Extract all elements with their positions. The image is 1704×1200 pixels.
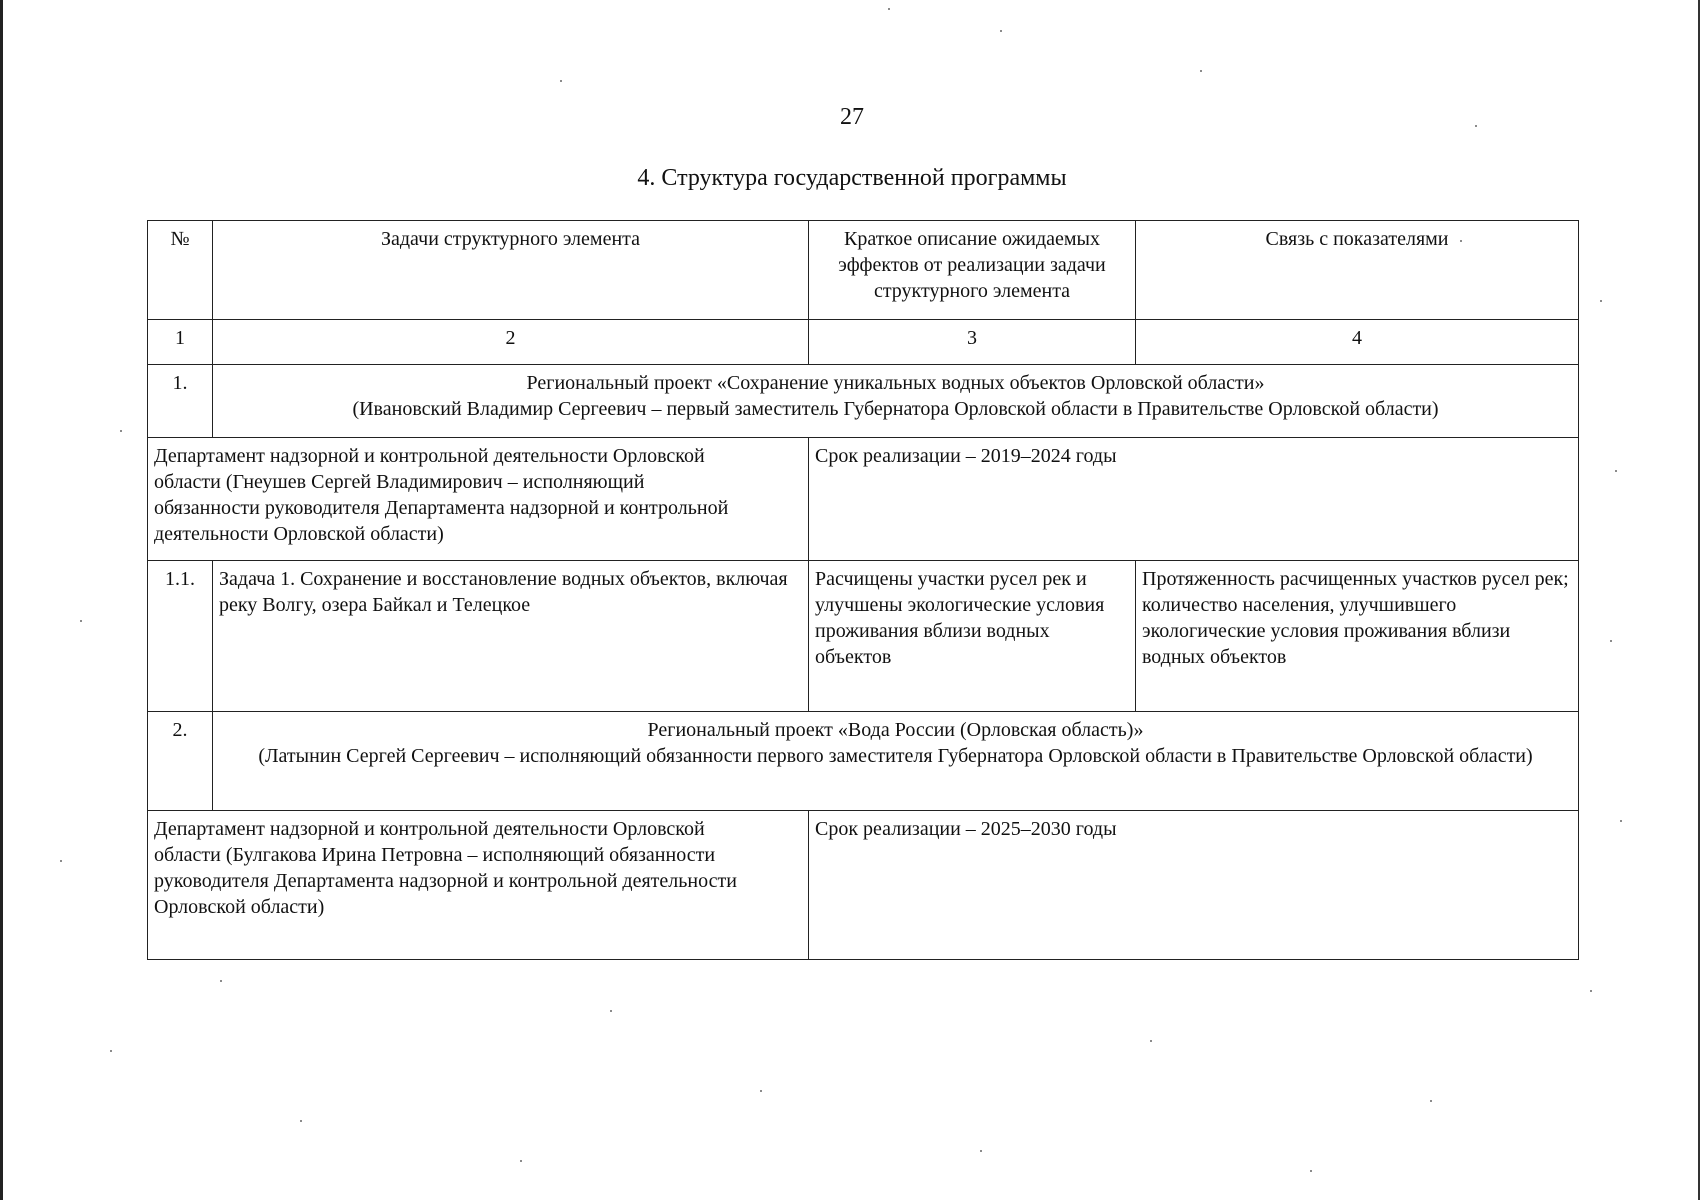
task-row xyxy=(148,561,1579,712)
project1-title: Региональный проект «Сохранение уникальных водных объектов Орловской области» xyxy=(526,372,1265,394)
indicator-item: Протяженность расчищенных участков русел рек; xyxy=(1142,568,1569,590)
task-text: Задача 1. Сохранение и восстановление водных объектов, включая реку Волгу, озера Байкал и Телецкое xyxy=(213,561,809,712)
header-tasks: Задачи структурного элемента xyxy=(213,221,809,320)
project2-responsible-row xyxy=(148,811,1579,960)
column-number: 2 xyxy=(213,320,809,365)
project2-term: Срок реализации – 2025–2030 годы xyxy=(809,811,1579,960)
project2-number: 2. xyxy=(148,712,213,811)
project1-cell xyxy=(213,365,1579,438)
project2-cell xyxy=(213,712,1579,811)
column-number-row xyxy=(148,320,1579,365)
header-row xyxy=(148,221,1579,320)
project1-number: 1. xyxy=(148,365,213,438)
task-number: 1.1. xyxy=(148,561,213,712)
project2-responsible: Департамент надзорной и контрольной деятельности Орловской области (Булгакова Ирина Петровна – исполняющий обязанности руководителя Департамента надзорной и контрольной деятельности Орловской области) xyxy=(148,811,809,960)
header-no: № xyxy=(148,221,213,320)
indicator-item: количество населения, улучшившего экологические условия проживания вблизи водных объектов xyxy=(1142,594,1511,668)
page-number: 27 xyxy=(840,104,864,130)
project1-term: Срок реализации – 2019–2024 годы xyxy=(809,438,1579,561)
project1-responsible-row xyxy=(148,438,1579,561)
structure-table xyxy=(147,220,1579,960)
task-indicators xyxy=(1136,561,1579,712)
project2-curator: (Латынин Сергей Сергеевич – исполняющий обязанности первого заместителя Губернатора Орловской области в Правительстве Орловской области) xyxy=(258,745,1533,767)
header-effects: Краткое описание ожидаемых эффектов от реализации задачи структурного элемента xyxy=(809,221,1136,320)
task-effect: Расчищены участки русел рек и улучшены экологические условия проживания вблизи водных объектов xyxy=(809,561,1136,712)
project1-row xyxy=(148,365,1579,438)
column-number: 1 xyxy=(148,320,213,365)
column-number: 4 xyxy=(1136,320,1579,365)
project2-title: Региональный проект «Вода России (Орловская область)» xyxy=(647,719,1144,741)
section-title: 4. Структура государственной программы xyxy=(637,165,1067,191)
header-indicators: Связь с показателями xyxy=(1136,221,1579,320)
project2-row xyxy=(148,712,1579,811)
project1-responsible: Департамент надзорной и контрольной деятельности Орловской области (Гнеушев Сергей Владимирович – исполняющий обязанности руководителя Департамента надзорной и контрольной деятельности Орловской области) xyxy=(148,438,809,561)
column-number: 3 xyxy=(809,320,1136,365)
project1-curator: (Ивановский Владимир Сергеевич – первый заместитель Губернатора Орловской области в Правительстве Орловской области) xyxy=(352,398,1439,420)
